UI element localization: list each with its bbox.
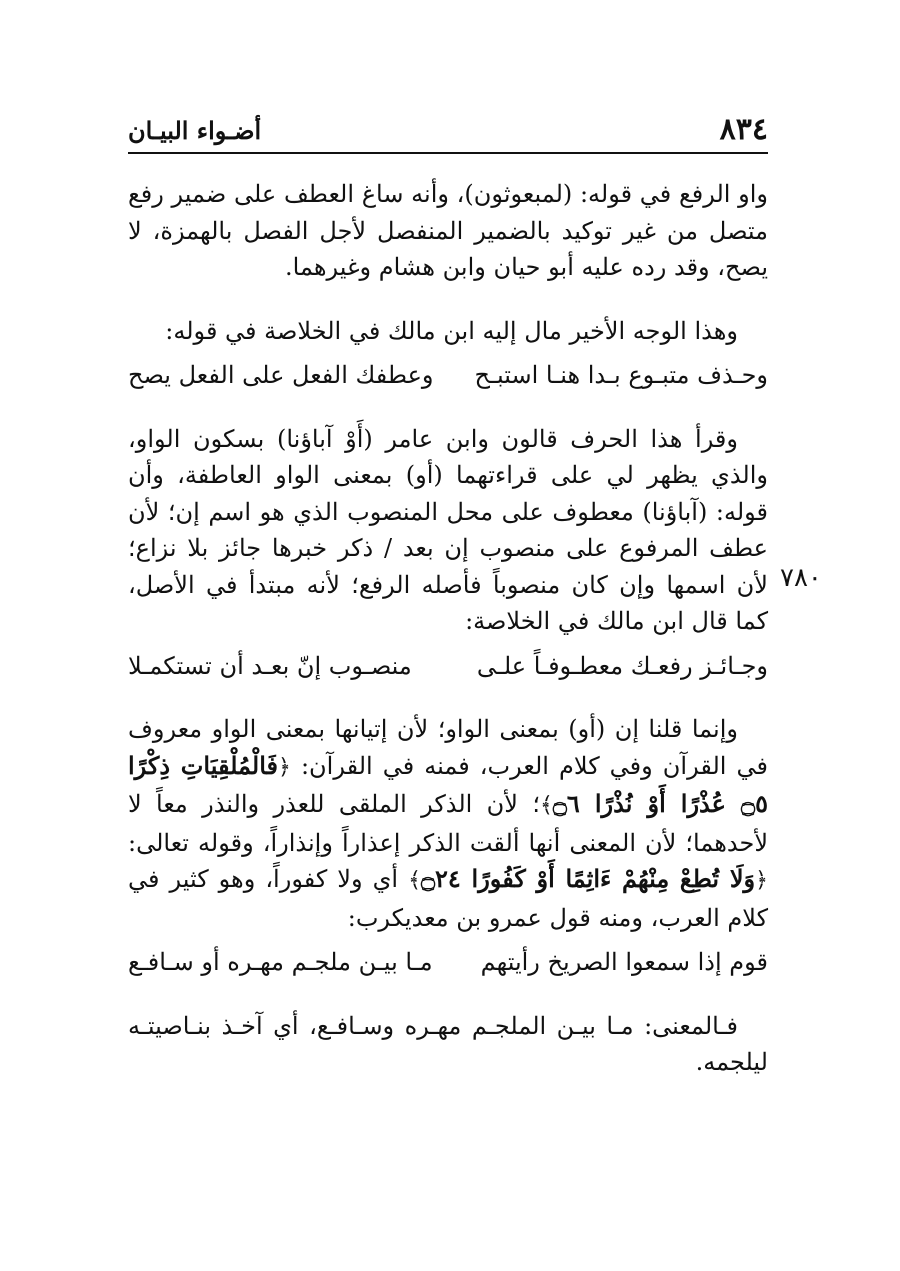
ornate-bracket-close-icon: ﴾ (539, 793, 553, 818)
ornate-bracket-open-icon: ﴿ (278, 754, 291, 780)
page-header (128, 108, 768, 154)
verse-1-second-hemistich: وعطفك الفعل على الفعل يصح (128, 361, 434, 389)
paragraph-4-part-c: أي ولا كفوراً، وهو كثير في كلام العرب، ومنه قول عمرو بن معديكرب: (128, 865, 768, 932)
quran-quote-1: فَالْمُلْقِيَاتِ ذِكْرًا ۝٥ عُذْرًا أَوْ نُذْرًا ۝٦ (128, 750, 768, 818)
book-title: أضـواء البيـان (128, 116, 262, 145)
verse-3 (128, 944, 768, 981)
paragraph-4-part-b: ؛ لأن الذكر الملقى للعذر والنذر معاً لا لأحدهما؛ لأن المعنى أنها ألقت الذكر إعذاراً وإنذاراً، وقوله تعالى: (128, 790, 768, 857)
verse-1 (128, 357, 768, 394)
ornate-bracket-open-icon: ﴿ (755, 868, 768, 893)
paragraph-1: واو الرفع في قوله: (لمبعوثون)، وأنه ساغ العطف على ضمير رفع متصل من غير توكيد بالضمير المنفصل لأجل الفصل بالهمزة، لا يصح، وقد رده عليه أبو حيان وابن هشام وغيرهما. (128, 180, 768, 281)
paragraph-3-part-a: وقرأ هذا الحرف قالون وابن عامر (أَوْ آباؤنا) بسكون الواو، والذي يظهر لي على قراءتهما (أو) بمعنى الواو العاطفة، وأن قوله: (آباؤنا) معطوف على محل المنصوب الذي هو اسم إن؛ لأن عطف المرفوع على منصوب إن بعد (128, 424, 769, 562)
margin-page-reference: ٧٨٠ (780, 563, 822, 593)
ornate-bracket-close-icon: ﴾ (408, 868, 421, 893)
paragraph-2: وهذا الوجه الأخير مال إليه ابن مالك في الخلاصة في قوله: (165, 316, 738, 345)
verse-2-second-hemistich: منصـوب إنّ بعـد أن تستكمـلا (128, 651, 412, 680)
paragraph-4-part-a: وإنما قلنا إن (أو) بمعنى الواو؛ لأن إتيانها بمعنى الواو معروف في القرآن وفي كلام العرب، فمنه في القرآن: (128, 715, 768, 780)
verse-1-first-hemistich: وحـذف متبـوع بـدا هنـا استبـح (474, 361, 768, 389)
paragraph-3: وقرأ هذا الحرف قالون وابن عامر (أَوْ آباؤنا) بسكون الواو، والذي يظهر لي على قراءتهما (أو) بمعنى الواو العاطفة، وأن قوله: (آباؤنا) معطوف على محل المنصوب الذي هو اسم إن؛ لأن عطف المرفوع على منصوب إن بعد / ذكر خبرها جائز بلا نزاع؛ لأن اسمها وإن كان منصوباً فأصله الرفع؛ لأنه مبتدأ في الأصل، كما قال ابن مالك في الخلاصة: (128, 424, 769, 635)
page-body (128, 176, 768, 1081)
verse-3-second-hemistich: مـا بيـن ملجـم مهـره أو سـافـع (128, 948, 433, 976)
paragraph-3-part-b: ذكر خبرها جائز بلا نزاع؛ لأن اسمها وإن كان منصوباً فأصله الرفع؛ لأنه مبتدأ في الأصل، كما قال ابن مالك في الخلاصة: (128, 534, 768, 635)
paragraph-5: فـالمعنى: مـا بيـن الملجـم مهـره وسـافـع، أي آخـذ بنـاصيتـه ليلجمه. (128, 1011, 768, 1076)
page-number: ٨٣٤ (719, 112, 768, 147)
verse-2 (128, 648, 768, 685)
paragraph-4 (128, 711, 768, 936)
verse-2-first-hemistich: وجـائـز رفعـك معطـوفـاً علـى (476, 651, 768, 680)
quran-quote-2: وَلَا تُطِعْ مِنْهُمْ ءَاثِمًا أَوْ كَفُورًا ۝٢٤ (420, 864, 756, 893)
verse-3-first-hemistich: قوم إذا سمعوا الصريخ رأيتهم (480, 948, 768, 976)
